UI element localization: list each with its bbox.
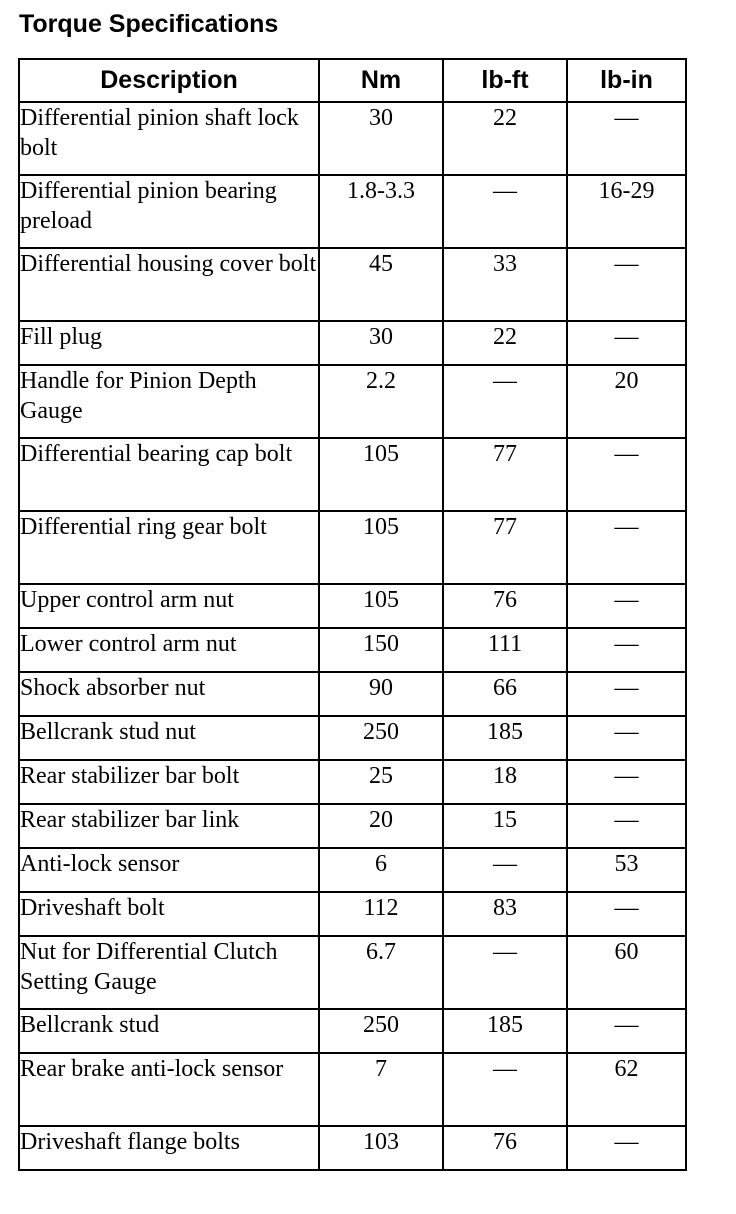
cell-description: Differential pinion bearing preload (19, 175, 319, 248)
column-header-lb-ft: lb-ft (443, 59, 567, 102)
cell-description: Driveshaft flange bolts (19, 1126, 319, 1170)
cell-lb-ft: 185 (443, 716, 567, 760)
cell-lb-ft: — (443, 1053, 567, 1126)
table-row (19, 584, 686, 628)
table-row (19, 1053, 686, 1126)
cell-lb-ft: 18 (443, 760, 567, 804)
cell-description: Fill plug (19, 321, 319, 365)
cell-nm: 90 (319, 672, 443, 716)
cell-lb-in: — (567, 438, 686, 511)
table-row (19, 628, 686, 672)
cell-lb-ft: 22 (443, 102, 567, 175)
cell-lb-in: — (567, 672, 686, 716)
table-row (19, 438, 686, 511)
cell-lb-ft: — (443, 365, 567, 438)
cell-lb-ft: 185 (443, 1009, 567, 1053)
cell-lb-in: — (567, 804, 686, 848)
cell-description: Differential pinion shaft lock bolt (19, 102, 319, 175)
table-row (19, 892, 686, 936)
table-row (19, 1009, 686, 1053)
table-row (19, 672, 686, 716)
cell-nm: 250 (319, 716, 443, 760)
cell-lb-ft: — (443, 175, 567, 248)
cell-lb-in: — (567, 1009, 686, 1053)
cell-lb-in: 62 (567, 1053, 686, 1126)
cell-nm: 30 (319, 321, 443, 365)
table-row (19, 936, 686, 1009)
cell-description: Handle for Pinion Depth Gauge (19, 365, 319, 438)
cell-lb-in: 16-29 (567, 175, 686, 248)
cell-lb-ft: 76 (443, 1126, 567, 1170)
cell-nm: 103 (319, 1126, 443, 1170)
cell-lb-in: — (567, 628, 686, 672)
cell-description: Lower control arm nut (19, 628, 319, 672)
cell-lb-in: — (567, 892, 686, 936)
cell-lb-in: — (567, 321, 686, 365)
cell-description: Differential housing cover bolt (19, 248, 319, 321)
cell-lb-ft: 66 (443, 672, 567, 716)
column-header-description: Description (19, 59, 319, 102)
cell-description: Bellcrank stud (19, 1009, 319, 1053)
cell-description: Rear brake anti-lock sensor (19, 1053, 319, 1126)
cell-lb-in: — (567, 511, 686, 584)
cell-lb-in: — (567, 760, 686, 804)
cell-lb-in: 53 (567, 848, 686, 892)
table-row (19, 102, 686, 175)
page-title: Torque Specifications (19, 10, 279, 38)
cell-lb-in: — (567, 1126, 686, 1170)
cell-nm: 250 (319, 1009, 443, 1053)
cell-nm: 2.2 (319, 365, 443, 438)
cell-lb-in: 60 (567, 936, 686, 1009)
cell-lb-ft: 83 (443, 892, 567, 936)
cell-lb-in: — (567, 716, 686, 760)
column-header-nm: Nm (319, 59, 443, 102)
cell-nm: 1.8-3.3 (319, 175, 443, 248)
cell-description: Bellcrank stud nut (19, 716, 319, 760)
table-row (19, 175, 686, 248)
cell-lb-in: — (567, 248, 686, 321)
cell-description: Nut for Differential Clutch Setting Gauge (19, 936, 319, 1009)
cell-description: Anti-lock sensor (19, 848, 319, 892)
cell-nm: 25 (319, 760, 443, 804)
cell-description: Driveshaft bolt (19, 892, 319, 936)
cell-lb-ft: 76 (443, 584, 567, 628)
cell-lb-ft: 77 (443, 511, 567, 584)
table-row (19, 365, 686, 438)
header-row (19, 59, 686, 102)
cell-lb-ft: — (443, 936, 567, 1009)
table-row (19, 760, 686, 804)
table-row (19, 511, 686, 584)
cell-nm: 105 (319, 511, 443, 584)
cell-description: Shock absorber nut (19, 672, 319, 716)
cell-lb-in: — (567, 584, 686, 628)
table-row (19, 716, 686, 760)
table-row (19, 1126, 686, 1170)
cell-lb-ft: 15 (443, 804, 567, 848)
cell-lb-ft: 77 (443, 438, 567, 511)
cell-description: Upper control arm nut (19, 584, 319, 628)
cell-lb-ft: 22 (443, 321, 567, 365)
table-row (19, 848, 686, 892)
cell-nm: 7 (319, 1053, 443, 1126)
table-row (19, 248, 686, 321)
cell-description: Rear stabilizer bar link (19, 804, 319, 848)
cell-lb-in: — (567, 102, 686, 175)
cell-lb-in: 20 (567, 365, 686, 438)
cell-description: Differential bearing cap bolt (19, 438, 319, 511)
cell-lb-ft: — (443, 848, 567, 892)
cell-description: Differential ring gear bolt (19, 511, 319, 584)
table-row (19, 321, 686, 365)
cell-lb-ft: 33 (443, 248, 567, 321)
torque-spec-table (18, 58, 687, 1171)
cell-nm: 105 (319, 584, 443, 628)
cell-nm: 20 (319, 804, 443, 848)
table-row (19, 804, 686, 848)
cell-nm: 6.7 (319, 936, 443, 1009)
cell-nm: 45 (319, 248, 443, 321)
cell-nm: 150 (319, 628, 443, 672)
cell-nm: 6 (319, 848, 443, 892)
cell-lb-ft: 111 (443, 628, 567, 672)
column-header-lb-in: lb-in (567, 59, 686, 102)
cell-nm: 30 (319, 102, 443, 175)
cell-description: Rear stabilizer bar bolt (19, 760, 319, 804)
cell-nm: 112 (319, 892, 443, 936)
cell-nm: 105 (319, 438, 443, 511)
